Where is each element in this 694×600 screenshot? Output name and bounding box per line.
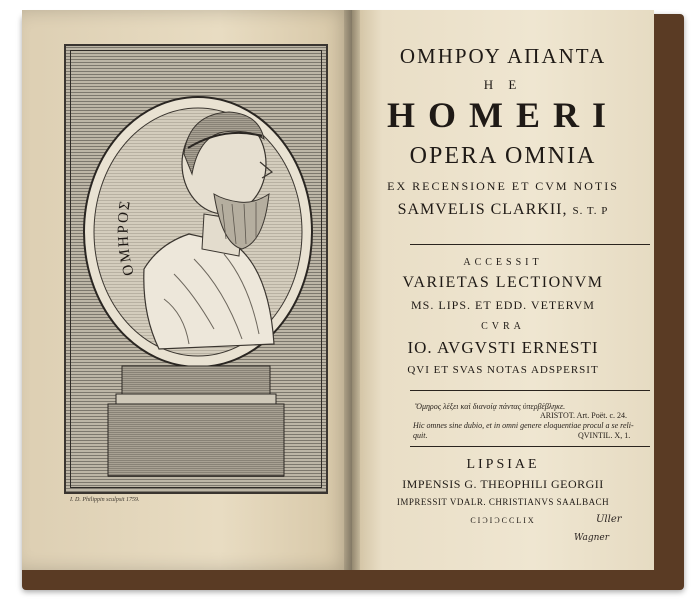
- clarke-degree: S. T. P: [572, 205, 609, 217]
- clarke-name: SAMVELIS CLARKII,: [397, 201, 568, 218]
- homer-portrait-illustration: [64, 44, 328, 494]
- cura-line: CVRA: [481, 321, 525, 332]
- divider-rule-1: [410, 244, 650, 245]
- main-title: HOMERI: [386, 95, 619, 135]
- greek-quote-source: ARISTOT. Art. Poët. c. 24.: [540, 411, 628, 420]
- clarke-line: [352, 201, 654, 219]
- recension-line: EX RECENSIONE ET CVM NOTIS: [387, 179, 619, 193]
- pedestal-ledge: [116, 394, 276, 404]
- editor-line: IO. AVGVSTI ERNESTI: [407, 338, 599, 357]
- divider-rule-3: [410, 446, 650, 447]
- imprint-publisher: IMPENSIS G. THEOPHILI GEORGII: [402, 477, 604, 491]
- accessit-line: ACCESSIT: [463, 257, 543, 268]
- greek-conjunction: Η Ε: [483, 77, 523, 92]
- imprint-city: LIPSIAE: [466, 457, 540, 472]
- manuscripts-line: MS. LIPS. ET EDD. VETERVM: [411, 298, 595, 312]
- pedestal-base: [108, 404, 284, 476]
- imprint-printer: IMPRESSIT VDALR. CHRISTIANVS SAALBACH: [396, 497, 610, 507]
- medallion-inscription: ΟΜΗΡΟΣ: [115, 197, 138, 278]
- latin-quote-line-2: quit.: [413, 431, 428, 440]
- handwritten-signature-1: Uller: [596, 514, 622, 525]
- subtitle: OPERA OMNIA: [409, 143, 597, 169]
- greek-title: ΟΜΗΡΟΥ ΑΠΑΝΤΑ: [399, 44, 607, 68]
- varietas-line: VARIETAS LECTIONVM: [402, 274, 604, 291]
- notes-line: QVI ET SVAS NOTAS ADSPERSIT: [407, 364, 599, 376]
- pedestal-top: [122, 366, 270, 396]
- latin-quote-source: QVINTIL. X, 1.: [578, 431, 631, 440]
- divider-rule-2: [410, 390, 650, 391]
- latin-quote-line-1: Hic omnes sine dubio, et in omni genere eloquentiae procul a se reli-: [413, 421, 634, 430]
- greek-quote: Ὅμηρος λέξει καὶ διανοίᾳ πάντας ὑπερβέβληκε.: [415, 402, 566, 411]
- handwritten-signature-2: Wagner: [574, 533, 610, 543]
- engraver-credit: I. D. Philippin sculpsit 1759.: [70, 497, 140, 503]
- imprint-year: CIƆIƆCCLIX: [470, 516, 536, 525]
